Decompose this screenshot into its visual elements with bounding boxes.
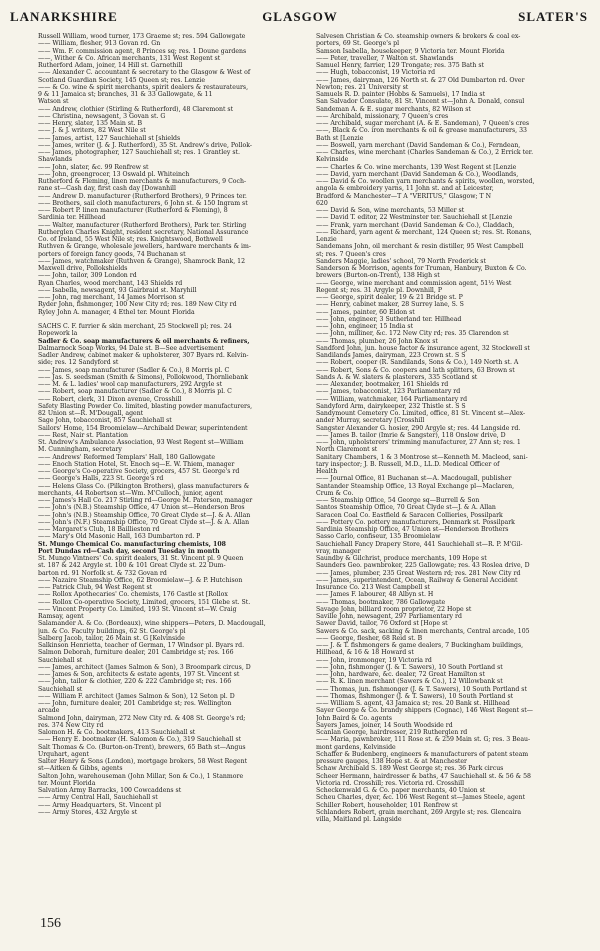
directory-entry-line: barton rd. 91 Norfolk st. & 732 Govan rd — [38, 569, 167, 577]
directory-entry-line: —— Robert, cooper (R. Sandilands, Sons & Co.), 149 North st. A — [316, 359, 519, 367]
directory-entry-line: —— J. & T. fishmongers & game dealers, 7 Buckingham buildings, — [316, 642, 524, 649]
directory-entry-line: —— John, greengrocer, 13 Oswald pl. Whiteinch — [38, 170, 190, 178]
directory-entry-line: Kelvinside — [316, 156, 349, 164]
directory-entry-line: North Claremont st — [316, 446, 378, 454]
directory-entry-line: Samson Isabella, housekeeper, 9 Victoria ter. Mount Florida — [316, 47, 505, 55]
directory-entry-line: St. Andrew's Ambulance Association, 93 West Regent st—William — [38, 439, 244, 446]
directory-entry-line: Sauchiehall Fancy Drapery Store, 441 Sauchiehall st—R. P. M'Gil- — [316, 540, 523, 548]
directory-entry-line: Watson st — [38, 98, 69, 106]
page-header — [0, 0, 600, 30]
directory-entry-line: —— Maria, pawnbroker, 111 Rose st. & 259 Main st. G; res. 3 Beau- — [316, 736, 531, 744]
directory-entry-line: mont gardens, Kelvinside — [316, 743, 396, 751]
directory-entry-line: ander Murray, secretary [Crosshill — [316, 417, 425, 425]
directory-entry-line: Salmon Deborah, furniture dealer, 201 Cambridge st; res. 166 — [38, 649, 234, 657]
directory-entry-line: 620 — [316, 199, 328, 207]
directory-entry-line: —— Frank, yarn merchant (David Sandeman & Co.), Claddach, — [316, 221, 515, 229]
directory-entry-line: —— John, engineer, 15 India st — [316, 323, 414, 330]
directory-entry-line: Salton John, warehouseman (John Millar, Son & Co.), 1 Stanmore — [38, 772, 244, 780]
directory-entry-line: —— Thomas, fishmonger (J. & T. Sawers), 10 South Portland st — [316, 692, 514, 700]
directory-entry-line: —— John, ironmonger, 19 Victoria rd — [316, 656, 432, 664]
directory-entry-line: Sardinia ter. Hillhead — [38, 214, 106, 222]
directory-entry-line: villa, Maitland pl. Langside — [316, 816, 402, 823]
directory-entry-line: Salamander A. & Co. (Bordeaux), wine shippers—Peters, D. Macdougall, — [38, 620, 266, 628]
directory-entry-line: Santander Steamship Office, 13 Royal Exchange pl—Maclaren, — [316, 482, 515, 490]
directory-entry-line: —— & Co. wine & spirit merchants, spirit dealers & restaurateurs, — [38, 83, 249, 91]
directory-entry-line: —— James's Hall Co. 217 Stirling rd—George M. Paterson, manager — [38, 497, 253, 504]
directory-entry-line: —— James, watchmaker (Ruthven & Grange), Shamrock Bank, 12 — [38, 257, 246, 265]
directory-entry-line: porters, 69 St. George's pl — [316, 40, 400, 48]
directory-entry-line: Schaw Archibald S. 189 West George st; res. 36 Park circus — [316, 765, 504, 773]
directory-entry-line: Sandford John, jun. house factor & insurance agent, 32 Stockwell st — [316, 344, 530, 352]
directory-entry-line: Ryley John A. manager, 4 Ethel ter. Mount Florida — [38, 308, 195, 316]
directory-entry-line: Sanderson & Morrison, agents for Truman, Hanbury, Buxton & Co. — [316, 265, 527, 272]
directory-entry-line: ——, Wither & Co. African merchants, 131 West Regent st — [38, 54, 221, 62]
directory-entry-line: —— James, writer (J. & J. Rutherford), 35 St. Andrew's drive, Pollok- — [38, 141, 252, 149]
directory-entry-line: —— John, upholsterers' trimming manufacturer, 27 Ann st; res. 1 — [316, 439, 521, 446]
directory-entry-line: Newton; res. 21 University st — [316, 83, 409, 91]
directory-entry-line: —— Mary's Old Masonic Hall, 163 Dumbarton rd. P — [38, 533, 201, 541]
directory-entry-line: —— James F. labourer, 48 Albyn st. H — [316, 591, 434, 599]
directory-entry-line: —— James, tobacconist, 123 Parliamentary rd — [316, 388, 461, 396]
directory-entry-line: Scheckenwald G. & Co. paper merchants, 40 Union st — [316, 787, 486, 794]
directory-entry-line: —— Journal Office, 81 Buchanan st—A. Macdougall, publisher — [316, 475, 512, 483]
directory-entry-line: Crum & Co. — [316, 489, 354, 497]
directory-entry-line: Rutherglen Charles Knight, resident secretary, National Assurance — [38, 228, 249, 236]
directory-entry-line: —— George, wine merchant and commission agent, 51½ West — [316, 279, 512, 287]
directory-entry-line: Sasso Carlo, confiseur, 135 Broomielaw — [316, 533, 441, 541]
directory-entry-line: —— Steamship Office, 54 George sq—Burrell & Son — [316, 497, 480, 504]
directory-entry-line: —— Henry E. bootmaker (H. Salomon & Co.), 319 Sauchiehall st — [38, 736, 242, 744]
directory-entry-line: Savage John, billiard room proprietor, 22 Hope st — [316, 605, 472, 613]
directory-entry-line: —— John, tailor & clothier, 220 & 222 Cambridge st; res. 166 — [38, 678, 232, 686]
directory-entry-line: —— Robert, clerk, 31 Dixon avenue, Crosshill — [38, 395, 182, 403]
directory-entry-line: Salvesen Christian & Co. steamship owners & brokers & coal ex- — [316, 33, 521, 40]
directory-entry-line: Hillhead, & 16 & 18 Howard st — [316, 649, 414, 657]
directory-entry-line: tary inspector; J. B. Russell, M.D., LL.D. Medical Officer of — [316, 460, 500, 468]
directory-entry-line: Sadler Andrew, cabinet maker & upholsterer, 307 Byars rd. Kelvin- — [38, 352, 249, 359]
directory-entry-line: rane st—Cash day, first cash day [Dowanhill — [38, 185, 177, 193]
directory-entry-line: arcade — [38, 707, 60, 715]
directory-entry-line: Lenzie — [316, 236, 337, 243]
directory-entry-line: —— David & Son, wine merchants, 53 Miller st — [316, 207, 465, 214]
directory-entry-line: Sanders Maggie, ladies' school, 79 North Frederick st — [316, 257, 486, 265]
directory-entry-line: Saracen Coal Co. Eastfield & Saracen Collieries, Possilpark — [316, 511, 503, 519]
directory-entry-line: Schlanders Robert, grain merchant, 269 Argyle st; res. Glencaira — [316, 808, 522, 816]
directory-entry-line: —— Rollox Co-operative Society, Limited, grocers, 151 Glebe st. St. — [38, 598, 251, 606]
directory-entry-line: San Salvador Consulate, 81 St. Vincent st—John A. Donald, consul — [316, 98, 525, 106]
directory-entry-line: Sardinia Steamship Office, 47 Union st—Henderson Brothers — [316, 526, 509, 533]
directory-entry-line: —— George's Halls, 223 St. George's rd — [38, 475, 164, 483]
directory-entry-line: Salberg Jacob, tailor, 26 Main st. G [Kelvinside — [38, 634, 185, 642]
directory-entry-line: —— Walter, manufacturer (Rutherford Brothers), Park ter. Stirling — [38, 221, 247, 229]
directory-entry-line: brewers (Burton-on-Trent), 138 High st — [316, 272, 440, 280]
directory-entry-line: —— James, superintendent, Ocean, Railway & General Accident — [316, 576, 518, 584]
directory-entry-line: —— Charles, wine merchant (Charles Sandeman & Co.), 2 Errick ter. — [316, 149, 534, 156]
directory-entry-line: —— Brothers, sail cloth manufacturers, 6 John st. & 150 Ingram st — [38, 199, 248, 207]
directory-column-left — [38, 33, 316, 913]
directory-entry-line: —— Wm. F. commission agent, 8 Princes sq; res. 1 Doune gardens — [38, 47, 247, 55]
directory-entry-line: Scheer Hermann, hairdresser & baths, 47 Sauchiehall st. & 56 & 58 — [316, 772, 531, 780]
directory-entry-line: —— James, dairyman, 126 North st. & 27 Old Dumbarton rd. Over — [316, 76, 525, 84]
directory-entry-line: Salter Henry & Sons (London), mortgage brokers, 58 West Regent — [38, 758, 248, 765]
directory-entry-line: Sandeman A. & E. sugar merchants, 82 Wilson st — [316, 105, 471, 113]
directory-entry-line: Bradford & Manchester—T A "VERITUS," Glasgow; T N — [316, 192, 492, 200]
directory-entry-line: —— John, slater, &c. 99 Renfrew st — [38, 163, 149, 171]
directory-entry-line: —— Pottery Co. pottery manufacturers, Denmark st. Possilpark — [316, 518, 515, 526]
directory-entry-line: Urquhart, agent — [38, 750, 89, 758]
directory-entry-line: Ruthven & Grange, wholesale jewellers, hardware merchants & im- — [38, 243, 251, 251]
directory-entry-line: —— Nazaire Steamship Office, 62 Broomielaw—J. & P. Hutchison — [38, 576, 243, 584]
directory-entry-line: Ramsay, agent — [38, 613, 84, 620]
directory-entry-line: —— Patrick Club, 94 West Regent st — [38, 584, 153, 591]
directory-entry-line: —— Charles & Co. wine merchants, 139 West Regent st [Lenzie — [316, 163, 517, 171]
publisher-heading: SLATER'S — [518, 9, 588, 24]
directory-entry-line: jun. & Co. Faculty buildings, 62 St. George's pl — [38, 627, 186, 635]
directory-entry-line: Bath st [Lenzie — [316, 134, 364, 142]
directory-column-right — [316, 33, 594, 913]
directory-entry-line: angola & embroidery yarns, 11 John st. and at Leicester, — [316, 185, 494, 193]
directory-entry-line: —— Army Headquarters, St. Vincent pl — [38, 801, 162, 809]
directory-entry-line: —— James & Son, architects & estate agents, 197 St. Vincent st — [38, 671, 240, 678]
directory-entry-line: —— Army Central Hall, Sauchiehall st — [38, 794, 158, 802]
directory-entry-line: merchants, 44 Robertson st—Wm. M'Culloch, junior, agent — [38, 489, 223, 497]
directory-entry-line: —— John, hardware, &c. dealer, 72 Great Hamilton st — [316, 671, 485, 678]
directory-entry-line: Russell William, wood turner, 173 Graeme st; res. 594 Gallowgate — [38, 33, 246, 40]
directory-entry-line: —— David, yarn merchant (David Sandeman & Co.), Woodlands, — [316, 170, 519, 178]
directory-entry-line — [38, 316, 316, 323]
directory-entry-line: Co. of Ireland, 55 West Nile st; res. Knightswood, Bothwell — [38, 236, 223, 243]
directory-entry-line: —— John, milliner, &c. 172 New City rd; res. 35 Clarendon st — [316, 330, 509, 338]
directory-entry-line: —— George, spirit dealer, 19 & 21 Bridge st. P — [316, 294, 463, 301]
directory-entry-line: —— Jas. S. seedsman (Smith & Simons), Pollokwood, Thornliebank — [38, 373, 248, 381]
directory-entry-line: Schaffer & Budenberg, engineers & manufacturers of patent steam — [316, 750, 529, 758]
directory-entry-line: Sanitary Chambers, 1 & 3 Montrose st—Kenneth M. Macleod, sani- — [316, 453, 528, 461]
directory-entry-line: St. Mungo Chemical Co. manufacturing chemists, 108 — [38, 540, 226, 548]
directory-entry-line: —— George's Co-operative Society, grocers, 457 St. George's rd — [38, 468, 240, 475]
directory-entry-line: side; res. 12 Sandyford st — [38, 359, 119, 367]
directory-entry-line: —— Thomas, plumber, 26 John Knox st — [316, 337, 438, 345]
directory-entry-line: Sawers & Co. sack, sacking & linen merchants, Central arcade, 105 — [316, 627, 530, 635]
directory-entry-line: Ryan Charles, wood merchant, 143 Shields rd — [38, 279, 183, 287]
directory-entry-line: Saundby & Gilchrist, produce merchants, 109 Hope st — [316, 555, 487, 562]
directory-entry-line: —— Andrew, clothier (Stirling & Rutherford), 48 Claremont st — [38, 105, 234, 113]
directory-entry-line: Rutherford Adam, joiner, 14 Hill st. Garnethill — [38, 62, 183, 69]
directory-entry-line: —— Robert, Sons & Co. coopers and lath splitters, 63 Brown st — [316, 366, 515, 374]
directory-entry-line: Sangster Alexander G. hosier, 290 Argyle st; res. 44 Langside rd. — [316, 424, 521, 432]
directory-entry-line: Salkinson Henrietta, teacher of German, 17 Windsor pl. Byars rd. — [38, 642, 245, 649]
directory-entry-line: pressure gauges, 138 Hope st. & at Manchester — [316, 758, 467, 765]
directory-entry-line: Salvation Army Barracks, 100 Cowcaddens st — [38, 787, 182, 794]
directory-entry-line: —— Henry, cabinet maker, 28 Surrey lane, S. S — [316, 301, 464, 309]
directory-entry-line: Sandyford Arm, dairykeeper, 232 Thistle st. S S — [316, 402, 466, 410]
directory-entry-line: —— David & Co. woollen yarn merchants & spirits, woollen, worsted, — [316, 178, 535, 185]
directory-entry-line: Sauchiehall st — [38, 685, 83, 693]
directory-entry-line: —— Vincent Property Co. Limited, 193 St. Vincent st—W. Craig — [38, 605, 237, 613]
directory-entry-line: Sandemans John, oil merchant & resin distiller, 95 West Campbell — [316, 243, 524, 251]
directory-entry-line: —— James, painter, 60 Eldon st — [316, 308, 415, 316]
directory-entry-line: st; res. 7 Queen's cres — [316, 250, 386, 258]
directory-entry-line: —— James, soap manufacturer (Sadler & Co.), 8 Morris pl. C — [38, 366, 230, 374]
directory-entry-line: st—Aitken & Gibbs, agents — [38, 765, 123, 773]
directory-entry-line: —— Archibald, sugar merchant (A. & E. Sandeman), 7 Queen's cres — [316, 120, 530, 127]
directory-entry-line: Salt Thomas & Co. (Burton-on-Trent), brewers, 65 Bath st—Angus — [38, 743, 246, 751]
directory-entry-line: —— Robert P. linen manufacturer (Rutherford & Fleming), 8 — [38, 207, 228, 214]
directory-entry-line: Dalmarnock Soap Works, 94 Dale st. B—See advertisement — [38, 344, 225, 352]
directory-entry-line: Sailors' Home, 154 Broomielaw—Archibald Dewar, superintendent — [38, 424, 248, 432]
directory-entry-line: —— Christina, newsagent, 3 Govan st. G — [38, 112, 166, 120]
directory-entry-line: —— Margaret's Club, 18 Baillieston rd — [38, 526, 160, 533]
county-heading: LANARKSHIRE — [10, 9, 118, 24]
directory-entry-line: Saunders Geo. pawnbroker, 225 Gallowgate; res. 43 Roslea drive, D — [316, 562, 530, 570]
directory-entry-line: St. Mungo Vintners' Co. spirit dealers, 31 St. Vincent pl. 9 Queen — [38, 555, 244, 562]
directory-entry-line: 82 Union st—R. M'Dougall, agent — [38, 410, 144, 417]
directory-entry-line: Scotland Guardian Society, 145 Queen st; res. Lenzie — [38, 76, 206, 84]
directory-entry-line: Health — [316, 468, 338, 475]
directory-entry-line: 9 & 11 Jamaica st; branches, 31 & 33 Gallowgate, & 11 — [38, 91, 213, 98]
directory-entry-line: —— John's (N.B.) Steamship Office, 47 Union st—Henderson Bros — [38, 504, 245, 512]
directory-entry-line: —— John's (N.F.) Steamship Office, 70 Great Clyde st—J. & A. Allan — [38, 518, 250, 526]
page-number: 156 — [40, 916, 61, 931]
directory-entry-line: Insurance Co. 213 West Campbell st — [316, 584, 430, 591]
directory-entry-line: —— Peter, traveller, 7 Walton st. Shawlands — [316, 54, 454, 62]
directory-entry-line: Sandilands James, dairyman, 223 Crown st. S S — [316, 352, 466, 359]
directory-entry-line: —— Alexander C. accountant & secretary to the Glasgow & West of — [38, 69, 251, 77]
directory-entry-line: Sage John, tobacconist, 857 Sauchiehall st — [38, 417, 172, 425]
directory-entry-line: —— John's (N.B.) Steamship Office, 70 Great Clyde st—J. & A. Allan — [38, 511, 251, 519]
directory-entry-line: —— James, architect (James Salmon & Son), 3 Broompark circus, D — [38, 663, 251, 671]
directory-entry-line: Sands A. & W. slaters & plasterers, 335 Scotland st — [316, 373, 478, 381]
directory-entry-line: Ryder John, fishmonger, 100 New City rd; res. 189 New City rd — [38, 301, 237, 309]
directory-entry-line: M. Cunningham, secretary — [38, 446, 122, 454]
directory-entry-line: —— Richard, yarn agent & merchant, 124 Queen st; res. St. Ronans, — [316, 228, 532, 236]
directory-entry-line: ter. Mount Florida — [38, 779, 96, 787]
directory-entry-line: —— John, rag merchant, 14 James Morrison st — [38, 294, 185, 301]
directory-entry-line: —— Rest, Nair st. Plantation — [38, 431, 129, 439]
directory-entry-line: Samuels R. D. painter (Hobbs & Samuels), 17 India st — [316, 91, 486, 98]
directory-entry-line: res. 374 New City rd — [38, 721, 104, 729]
directory-entry-line: —— John, fishmonger (J. & T. Sawers), 10 South Portland st — [316, 663, 503, 671]
directory-entry-line: —— James, plumber, 235 Great Western rd; res. 281 New City rd — [316, 569, 521, 577]
directory-entry-line: —— M. & L. ladies' wool cap manufacturers, 292 Argyle st — [38, 381, 223, 388]
directory-entry-line: —— Hugh, tobacconist, 19 Victoria rd — [316, 69, 436, 77]
directory-entry-line: —— William S. agent, 43 Jamaica st; res. 20 Bank st. Hillhead — [316, 700, 510, 707]
directory-entry-line: Regent st; res. 31 Argyle pl. Downhill, P — [316, 286, 443, 294]
directory-entry-line: Maxwell drive, Pollokshields — [38, 265, 128, 272]
directory-entry-line: —— Andrews' Reformed Templars' Hall, 180 Gallowgate — [38, 453, 216, 461]
directory-entry-line: —— J. & J. writers, 82 West Nile st — [38, 127, 146, 135]
directory-entry-line: Rutherford & Fleming, linen merchants & manufacturers, 9 Coch- — [38, 178, 247, 185]
directory-entry-line: John Baird & Co. agents — [316, 714, 392, 722]
directory-entry-line: —— James, artist, 127 Sauchiehall st [shields — [38, 134, 181, 142]
directory-entry-line: Sadler & Co. soap manufacturers & oil merchants & refiners, — [38, 337, 250, 345]
directory-entry-line: —— Andrew D. manufacturer (Rutherford Brothers), 9 Princes ter. — [38, 192, 247, 200]
directory-entry-line: ——, Black & Co. iron merchants & oil & grease manufacturers, 33 — [316, 127, 527, 135]
directory-entry-line: —— Alexander, bootmaker, 161 Shields rd — [316, 381, 449, 388]
directory-entry-line: —— Enoch Station Hotel, St. Enoch sq—E. W. Thiem, manager — [38, 460, 235, 468]
directory-entry-line: Sayers James, joiner, 14 South Woodside rd — [316, 721, 453, 729]
directory-entry-line: —— David T. editor, 22 Westminster ter. Sauchiehall st [Lenzie — [316, 214, 513, 222]
directory-entry-line: porters of foreign fancy goods, 74 Buchanan st — [38, 250, 186, 258]
directory-entry-line: —— Thomas, jun. fishmonger (J. & T. Sawers), 10 South Portland st — [316, 685, 527, 693]
directory-entry-line: Salomon H. & Co. bootmakers, 413 Sauchiehall st — [38, 729, 196, 736]
city-heading: GLASGOW — [262, 9, 338, 24]
directory-entry-line: Sauchiehall st — [38, 656, 83, 664]
directory-entry-line: Salmond John, dairyman, 272 New City rd. & 408 St. George's rd; — [38, 714, 246, 722]
directory-entry-line: Schiller Robert, householder, 101 Renfrew st — [316, 801, 458, 809]
directory-entry-line: —— George, flesher, 68 Reid st. B — [316, 634, 423, 642]
directory-entry-line: Samuel Henry, farrier, 129 Trongate; res. 375 Bath st — [316, 62, 485, 69]
directory-entry-line: Sandymount Cemetery Co. Limited, office, 81 St. Vincent st—Alex- — [316, 410, 526, 417]
directory-entry-line: Scheu Charles, dyer, &c. 106 West Regent st—James Steele, agent — [316, 794, 526, 802]
directory-entry-line: —— James B. tailor (Imrie & Sangster), 118 Onslow drive, D — [316, 431, 506, 439]
directory-entry-line: SACHS C. F. furrier & skin merchant, 25 Stockwell pl; res. 24 — [38, 323, 232, 330]
directory-entry-line: Victoria rd. Crosshill; res. Victoria rd. Crosshill — [316, 779, 465, 787]
directory-entry-line: —— John, engineer, 3 Sutherland ter. Hillhead — [316, 315, 462, 323]
directory-entry-line: Sayer George & Co. brandy shippers (Cognac), 146 West Regent st— — [316, 707, 533, 715]
directory-entry-line: —— Robert, soap manufacturer (Sadler & Co.), 8 Morris pl. C — [38, 388, 232, 396]
directory-entry-line: —— Thomas, bootmaker, 786 Gallowgate — [316, 598, 446, 606]
directory-entry-line: —— Helens Glass Co. (Pilkington Brothers), glass manufacturers & — [38, 482, 250, 490]
directory-entry-line: Santos Steamship Office, 70 Great Clyde st—J. & A. Allan — [316, 504, 496, 512]
directory-entry-line: —— James, photographer, 127 Sauchiehall st; res. 1 Grantley st. — [38, 149, 240, 156]
directory-entry-line: Port Dundas rd—Cash day, second Tuesday in month — [38, 547, 220, 555]
directory-entry-line: Saville John, newsagent, 297 Parliamentary rd — [316, 613, 462, 620]
directory-entry-line: —— Rollox Apothecaries' Co. chemists, 176 Castle st [Rollox — [38, 591, 228, 599]
directory-entry-line: —— John, tailor, 309 London rd — [38, 272, 137, 280]
directory-entry-line: —— John, furniture dealer, 201 Cambridge st; res. Wellington — [38, 700, 232, 707]
directory-entry-line: Shawlands — [38, 156, 72, 164]
directory-entry-line: Safety Blasting Powder Co. limited, blasting powder manufacturers, — [38, 402, 253, 410]
directory-entry-line: Scanlan George, hairdresser, 219 Rutherglen rd — [316, 729, 468, 736]
directory-entry-line: —— William, watchmaker, 164 Parliamentary rd — [316, 395, 468, 403]
directory-entry-line: —— Archibald, missionary, 7 Queen's cres — [316, 112, 449, 120]
directory-entry-line: —— Henry, slater, 135 Main st. B — [38, 120, 143, 127]
directory-entry-line: st. 187 & 242 Argyle st. 100 & 101 Great Clyde st. 22 Dum- — [38, 562, 226, 570]
directory-entry-line: —— William F. architect (James Salmon & Son), 12 Seton pl. D — [38, 692, 235, 700]
directory-entry-line: —— Army Stores, 432 Argyle st — [38, 808, 138, 816]
directory-entry-line: vray, manager — [316, 547, 361, 555]
directory-entry-line: Ropework la — [38, 330, 78, 338]
directory-entry-line: —— R. K. linen merchant (Sawers & Co.), 12 Willowbank st — [316, 678, 503, 686]
directory-entry-line: —— Boswell, yarn merchant (David Sandeman & Co.), Ferndean, — [316, 141, 521, 149]
directory-entry-line: —— Isabella, newsagent, 93 Gairbraid st. Maryhill — [38, 286, 197, 294]
directory-entry-line: —— William, flesher, 913 Govan rd. Gn — [38, 40, 161, 48]
directory-entry-line: Sawer David, tailor, 76 Oxford st [Hope st — [316, 620, 448, 628]
